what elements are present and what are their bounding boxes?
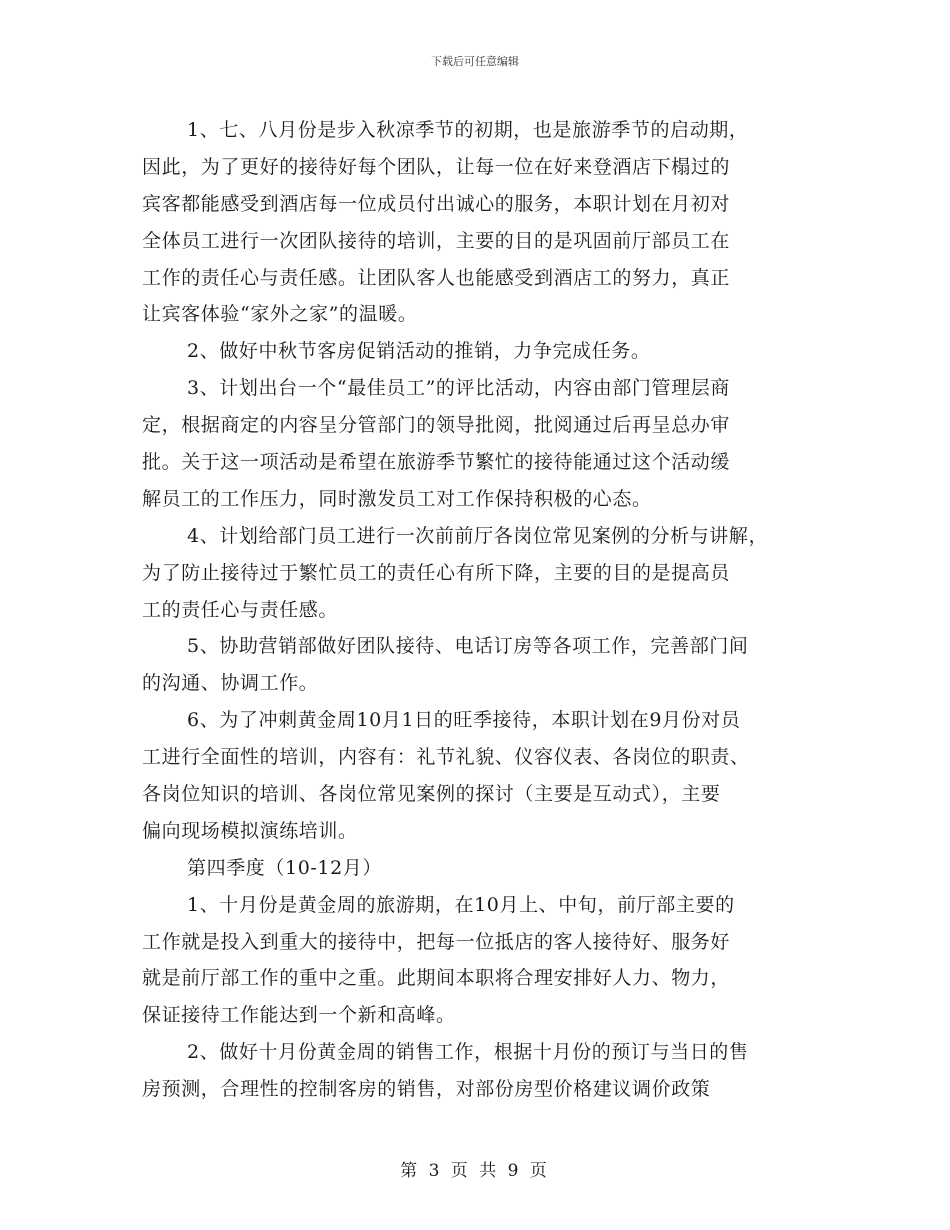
text-line: 工作的责任心与责任感。让团队客人也能感受到酒店工的努力，真正: [142, 266, 731, 289]
text-line: 为了防止接待过于繁忙员工的责任心有所下降，主要的目的是提高员: [142, 561, 731, 584]
text-line: 房预测，合理性的控制客房的销售，对部份房型价格建议调价政策: [142, 1078, 711, 1101]
section-heading: 第四季度（10-12月）: [187, 856, 382, 879]
text-line: 保证接待工作能达到一个新和高峰。: [142, 1004, 456, 1027]
text-line: 偏向现场模拟演练培训。: [142, 819, 358, 842]
text-line: 2、做好中秋节客房促销活动的推销，力争完成任务。: [187, 340, 651, 363]
text-line: 让宾客体验“家外之家”的温暖。: [142, 303, 418, 326]
text-line: 因此，为了更好的接待好每个团队，让每一位在好来登酒店下榻过的: [142, 155, 731, 178]
text-line: 工作就是投入到重大的接待中，把每一位抵店的客人接待好、服务好: [142, 930, 731, 953]
text-line: 就是前厅部工作的重中之重。此期间本职将合理安排好人力、物力，: [142, 967, 731, 990]
text-line: 定，根据商定的内容呈分管部门的领导批阅，批阅通过后再呈总办审: [142, 414, 731, 437]
text-line: 各岗位知识的培训、各岗位常见案例的探讨（主要是互动式），主要: [142, 783, 721, 806]
text-line: 宾客都能感受到酒店每一位成员付出诚心的服务，本职计划在月初对: [142, 192, 731, 215]
text-line: 全体员工进行一次团队接待的培训，主要的目的是巩固前厅部员工在: [142, 229, 731, 252]
text-line: 2、做好十月份黄金周的销售工作，根据十月份的预订与当日的售: [187, 1041, 749, 1064]
page-footer: 第 3 页 共 9 页: [400, 1161, 550, 1181]
text-line: 的沟通、协调工作。: [142, 672, 319, 695]
text-line: 4、计划给部门员工进行一次前前厅各岗位常见案例的分析与讲解，: [187, 524, 769, 547]
text-line: 1、七、八月份是步入秋凉季节的初期，也是旅游季节的启动期，: [187, 119, 749, 141]
text-line: 5、协助营销部做好团队接待、电话订房等各项工作，完善部门间: [187, 635, 749, 658]
text-line: 1、十月份是黄金周的旅游期，在10月上、中旬，前厅部主要的: [187, 893, 735, 916]
text-line: 工进行全面性的培训，内容有：礼节礼貌、仪容仪表、各岗位的职责、: [142, 746, 750, 769]
text-line: 3、计划出台一个“最佳员工”的评比活动，内容由部门管理层商: [187, 377, 730, 400]
text-line: 批。关于这一项活动是希望在旅游季节繁忙的接待能通过这个活动缓: [142, 451, 731, 474]
page-header: 下载后可任意编辑: [431, 55, 519, 68]
document-body: [142, 112, 822, 1108]
text-line: 6、为了冲刺黄金周10月1日的旺季接待，本职计划在9月份对员: [187, 709, 741, 732]
text-line: 工的责任心与责任感。: [142, 598, 339, 621]
text-line: 解员工的工作压力，同时激发员工对工作保持积极的心态。: [142, 487, 652, 510]
